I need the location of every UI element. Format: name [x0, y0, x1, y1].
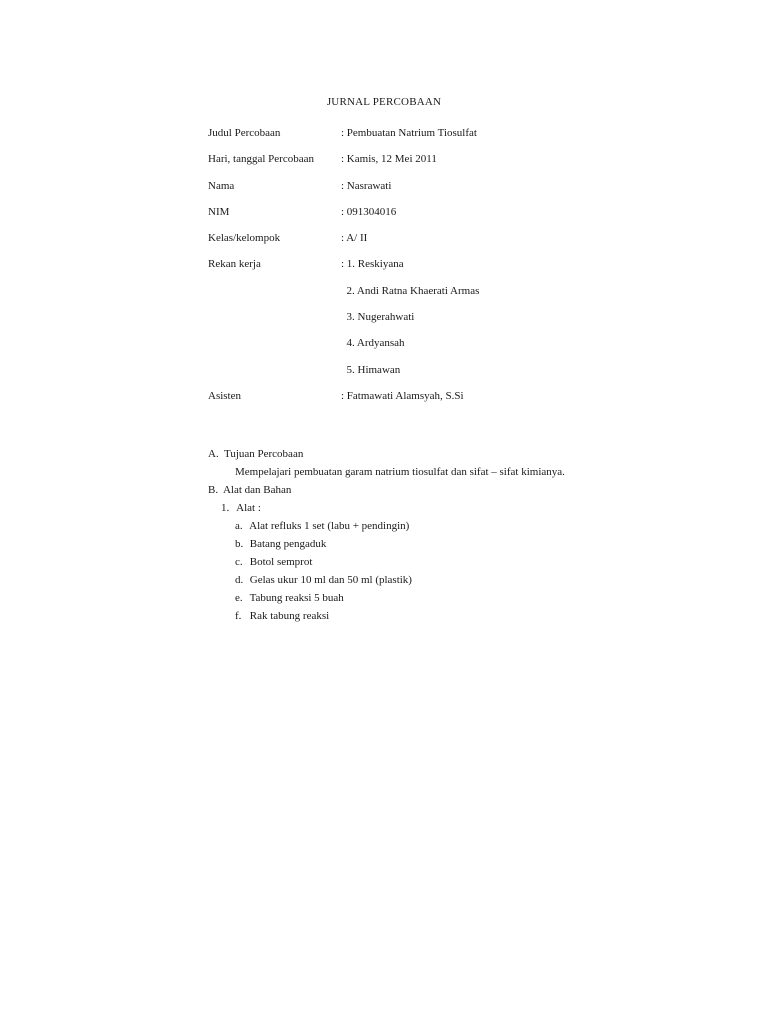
list-item: [208, 571, 628, 589]
list-item-text: Batang pengaduk: [249, 538, 327, 550]
info-label: Nama: [208, 179, 235, 192]
info-label: Kelas/kelompok: [208, 232, 281, 245]
list-item-text: Gelas ukur 10 ml dan 50 ml (plastik): [249, 574, 412, 586]
list-item-letter: c.: [235, 556, 243, 568]
list-item: [208, 607, 628, 625]
sub-section-label: Alat :: [236, 502, 261, 514]
section-a-heading: A. Tujuan Percobaan: [208, 448, 304, 460]
info-label: Asisten: [208, 389, 241, 402]
info-value: : Kamis, 12 Mei 2011: [341, 153, 437, 166]
info-label: NIM: [208, 205, 230, 218]
list-item-letter: f.: [235, 610, 242, 622]
list-item-text: Alat refluks 1 set (labu + pendingin): [249, 520, 410, 532]
info-value: : A/ II: [341, 232, 368, 245]
section-a-text: Mempelajari pembuatan garam natrium tiosulfat dan sifat – sifat kimianya.: [235, 466, 565, 478]
info-value: 4. Ardyansah: [341, 337, 405, 350]
list-item-letter: d.: [235, 574, 244, 586]
list-item-letter: b.: [235, 538, 244, 550]
info-value: : 1. Reskiyana: [341, 258, 404, 271]
sub-section-number: 1.: [221, 502, 230, 514]
info-value: : Fatmawati Alamsyah, S.Si: [341, 389, 464, 402]
list-item: [208, 535, 628, 553]
list-item: [208, 517, 628, 535]
info-value: : 091304016: [341, 205, 397, 218]
list-item-text: Rak tabung reaksi: [249, 610, 330, 622]
info-label: Judul Percobaan: [208, 127, 281, 139]
info-value: : Nasrawati: [341, 179, 392, 192]
info-label: Rekan kerja: [208, 258, 261, 271]
info-value: 5. Himawan: [341, 363, 401, 376]
sub-section-alat: [208, 499, 628, 517]
info-value: 3. Nugerahwati: [341, 311, 415, 324]
document-title: JURNAL PERCOBAAN: [326, 96, 442, 108]
info-value: : Pembuatan Natrium Tiosulfat: [341, 127, 477, 139]
info-label: Hari, tanggal Percobaan: [208, 153, 314, 166]
list-item-text: Tabung reaksi 5 buah: [249, 592, 344, 604]
list-item: [208, 553, 628, 571]
list-item: [208, 589, 628, 607]
list-item-text: Botol semprot: [249, 556, 313, 568]
info-value: 2. Andi Ratna Khaerati Armas: [341, 284, 480, 297]
list-item-letter: a.: [235, 520, 243, 532]
list-item-letter: e.: [235, 592, 243, 604]
section-b-heading: B. Alat dan Bahan: [208, 484, 292, 496]
content-sections: [208, 445, 628, 625]
